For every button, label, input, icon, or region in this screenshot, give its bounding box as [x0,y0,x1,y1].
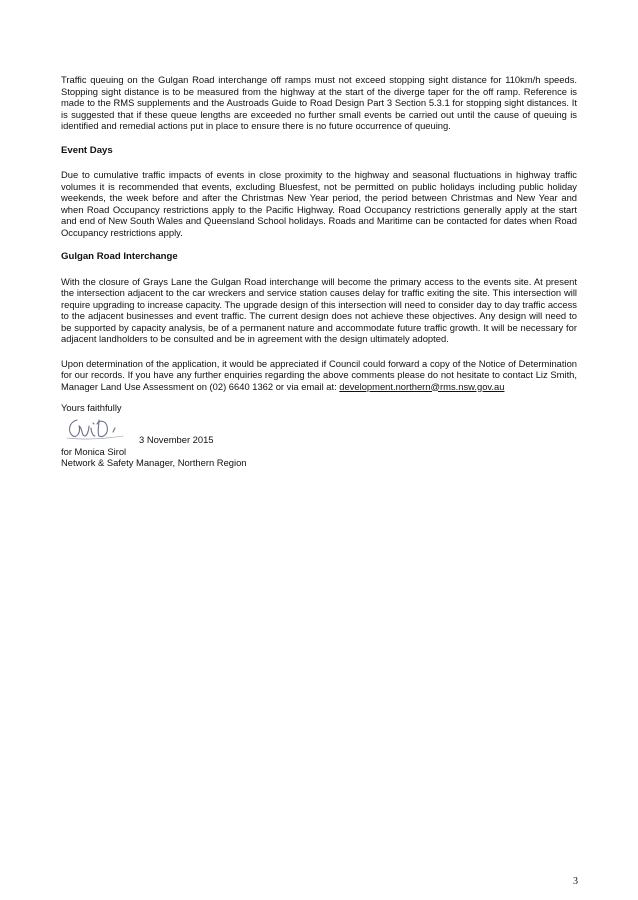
signatory-title: Network & Safety Manager, Northern Region [61,457,247,468]
closing-salutation: Yours faithfully [61,402,122,413]
heading-gulgan-road-interchange: Gulgan Road Interchange [61,251,178,262]
heading-event-days: Event Days [61,144,113,156]
paragraph-event-days: Due to cumulative traffic impacts of events in close proximity to the highway and seasonal fluctuations in highway traffic volumes it is recommended that events, excluding Bluesfest, not be permitted on public holidays including public holiday weekends, the week before and after the Christmas New Year period, the period between Christmas and New Year and when Road Occupancy restrictions apply to the Pacific Highway. Road Occupancy restrictions generally apply at the start and end of New South Wales and Queensland School holidays. Roads and Maritime can be contacted for dates when Road Occupancy restrictions apply. [61,169,577,238]
paragraph-gulgan-interchange: With the closure of Grays Lane the Gulgan Road interchange will become the primary access to the events site. At present the intersection adjacent to the car wreckers and service station causes delay for traffic exiting the site. This intersection will require upgrading to increase capacity. The upgrade design of this intersection will need to consider day to day traffic access to the adjacent businesses and event traffic. The current design does not achieve these objectives. Any design will need to be supported by capacity analysis, be of a permanent nature and accommodate future traffic growth. It will be necessary for adjacent landholders to be consulted and be in agreement with the design ultimately adopted. [61,275,577,344]
letter-body [61,74,577,469]
signature-block [61,418,577,446]
signatory-name: for Monica Sirol [61,445,127,457]
contact-text: Upon determination of the application, it would be appreciated if Council could forward a copy of the Notice of Determination for our records. If you have any further enquiries regarding the above comments please do not hesitate to contact Liz Smith, Manager Land Use Assessment on (02) 6640 1362 or via email at: [61,357,577,392]
paragraph-traffic-queuing: Traffic queuing on the Gulgan Road interchange off ramps must not exceed stopping sight distance for 110km/h speeds. Stopping sight distance is to be measured from the highway at the start of the diverge taper for the off ramp. Reference is made to the RMS supplements and the Austroads Guide to Road Design Part 3 Section 5.3.1 for stopping sight distances. It is suggested that if these queue lengths are exceeded no further small events be carried out until the cause of queuing is identified and remedial actions put in place to ensure there is no future occurrence of queuing. [61,74,577,131]
handwritten-signature [63,414,133,444]
signature-date: 3 November 2015 [139,433,214,445]
page-number: 3 [573,876,578,887]
paragraph-contact [61,358,577,393]
email-link[interactable]: development.northern@rms.nsw.gov.au [339,380,505,392]
